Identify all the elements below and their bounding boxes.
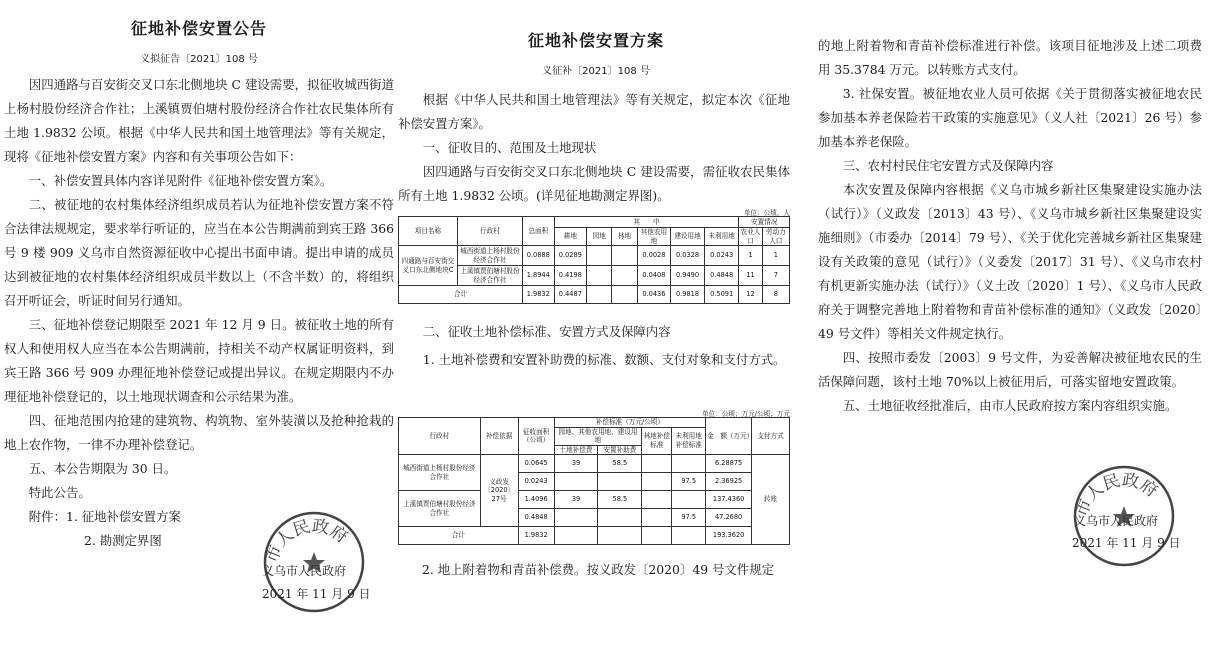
notice-item-4: 四、征地范围内抢建的建筑物、构筑物、室外装潢以及抢种抢栽的地上农作物，一律不办理补偿登记。 [4,413,394,452]
table1-cell: 0.0408 [637,266,671,286]
table1-cell [612,246,637,266]
table1-subheader: 农业人口 [740,228,761,245]
table1-subheader: 劳动力人口 [762,228,789,246]
plan-continued-body [818,34,1202,418]
table2-cell [598,473,642,491]
table2-unit: 单位：公顷；万元/公顷；万元 [702,410,790,418]
table1-header-village: 行政村 [457,217,522,246]
plan-lead: 根据《中华人民共和国土地管理法》等有关规定，拟定本次《征地补偿安置方案》。 [398,92,790,131]
seal-ring-text: 市人民政府 [262,516,352,566]
table1-cell: 0.9490 [671,266,705,286]
table1-cell: 8 [762,286,789,304]
table2-cell: 0.4848 [518,509,554,527]
table2-cell [672,455,706,473]
table1-cell: 0.4198 [554,266,587,286]
notice-signing-date: 2021 年 11 月 9 日 [262,587,371,601]
table1-subheader: 建设用地 [671,228,705,246]
table2-cell: 47.2680 [706,509,752,527]
table2-header-resettle: 安置补助费 [598,445,642,455]
table1-cell: 0.0328 [671,246,705,266]
notice-item-3: 三、征地补偿登记期限至 2021 年 12 月 9 日。被征收土地的所有权人和使用权人应当在本公告期满前，持相关不动产权属证明资料，到宾王路 366 号 909 办理征地补偿登记或提出异议。在规定期限内不办理征地补偿登记的，以土地现状调查和公示结果为准。 [4,317,394,404]
table2-cell: 97.5 [672,509,706,527]
table1-cell: 1.9832 [523,286,555,304]
notice-attachment-2: 2. 勘测定界图 [84,533,162,548]
table1-cell: 1.8944 [523,266,555,286]
table2-cell [642,527,672,545]
table2-cell [554,527,598,545]
table2-sum-label: 合计 [399,527,519,545]
plan-doc-number: 义征补〔2021〕108 号 [542,66,650,77]
table-row [399,246,790,266]
table1-unit: 单位：公顷、人 [743,209,790,217]
plan-section-1-heading: 一、征收目的、范围及土地现状 [422,140,597,155]
table1-header-among: 其 中 [554,217,739,228]
table-row [399,266,790,286]
table1-cell: 0.5091 [704,286,739,304]
plan-section-1-text: 因四通路与百安街交叉口东北侧地块 C 建设需要，需征收农民集体所有土地 1.9832 公顷。(详见征地勘测定界图)。 [398,164,790,203]
table2-cell [598,527,642,545]
table1-subheader: 其他农用地 [637,228,671,246]
plan-signing-date: 2021 年 11 月 9 日 [1072,536,1181,550]
table-row [399,286,790,304]
table1-cell [612,286,637,304]
table2-cell [642,455,672,473]
table-row [399,491,790,509]
notice-item-1: 一、补偿安置具体内容详见附件《征地补偿安置方案》。 [28,173,333,188]
table1-cell: 1 [762,246,789,266]
notice-closing: 特此公告。 [28,485,91,500]
table2-cell [642,473,672,491]
notice-attachment-1: 附件：1. 征地补偿安置方案 [28,509,181,524]
plan-title: 征地补偿安置方案 [527,31,664,50]
table2-cell [642,509,672,527]
notice-title: 征地补偿安置公告 [130,19,267,38]
table2-cell: 193.3620 [706,527,752,545]
seal-ring-text: 市人民政府 [1072,470,1162,520]
table2-cell [554,473,598,491]
table2-cell [672,527,706,545]
table1-cell: 0.9818 [671,286,705,304]
table1-cell [587,246,612,266]
table1-subheader: 林地 [612,228,637,246]
table1-cell: 0.4487 [554,286,587,304]
table1-subheader: 耕地 [554,228,587,246]
table1-cell: 1 [739,246,762,266]
plan-intro [398,88,790,208]
table1-cell: 0.0289 [554,246,587,266]
notice-signing-org: 义乌市人民政府 [262,564,347,578]
plan-cont-p2: 3. 社保安置。被征地农业人员可依据《关于贯彻落实被征地农民参加基本养老保险若干政策的实施意见》（义人社〔2021〕26 号）参加基本养老保险。 [818,86,1202,149]
table1-cell: 12 [739,286,762,304]
table2-village-2: 上溪镇贾伯塘村股份经济合作社 [399,491,481,527]
table1-header-resettle: 安置情况 [739,217,790,228]
table1-sum-label: 合计 [399,286,523,304]
table1-cell: 7 [762,266,789,286]
table-row [399,455,790,473]
table2-cell: 58.5 [598,455,642,473]
table2-cell [642,491,672,509]
notice-item-5: 五、本公告期限为 30 日。 [28,461,177,476]
table1-cell: 0.0243 [704,246,739,266]
table1-cell [587,286,612,304]
plan-cont-p3: 本次安置及保障内容根据《义乌市城乡新社区集聚建设实施办法（试行）》（义政发〔2013〕43 号）、《义乌市城乡新社区集聚建设实施细则》（市委办〔2014〕79 号）、《关于优化完善城乡新社区集聚建设有关政策的意见（试行）》（义委发〔2017〕31 号）、《义乌市农村有机更新实施办法（试行）》（义土改〔2020〕1 号）、《义乌市人民政府关于调整完善地上附着物和青苗补偿标准的通知》（义政发〔2020〕49 号文件）等相关文件规定执行。 [818,182,1202,341]
table2-cell [672,491,706,509]
compensation-table [398,417,790,545]
land-status-table [398,216,790,304]
table2-cell: 58.5 [598,491,642,509]
table1-header-project: 项目名称 [399,217,458,246]
table2-header-unused: 未利用地补偿标准 [672,427,706,455]
table2-village-1: 城西街道上杨村股份经济合作社 [399,455,481,491]
table2-cell: 1.4096 [518,491,554,509]
plan-section-2-1: 1. 土地补偿费和安置补助费的标准、数额、支付对象和支付方式。 [422,352,786,367]
table2-header-pay: 支付方式 [752,418,790,455]
plan-section-2 [398,320,790,372]
table1-cell: 0.4848 [704,266,739,286]
table1-cell: 0.0436 [637,286,671,304]
table-row [399,527,790,545]
plan-cont-p5: 五、土地征收经批准后，由市人民政府按方案内容组织实施。 [842,398,1178,413]
table1-cell: 11 [739,266,762,286]
table2-header-village: 行政村 [399,418,481,455]
table2-header-group: 园地、其他农用地、建设用地 [554,427,642,445]
plan-cont-p1: 的地上附着物和青苗补偿标准进行补偿。该项目征地涉及上述二项费用 35.3784 万元。以转账方式支付。 [818,38,1202,77]
table2-header-forest: 林地补偿标准 [642,427,672,455]
plan-cont-p4: 四、按照市委发〔2003〕9 号文件，为妥善解决被征地农民的生活保障问题，该村土地 70%以上被征用后，可落实留地安置政策。 [818,350,1202,389]
table2-cell: 39 [554,455,598,473]
table2-cell [554,509,598,527]
table2-header-basis: 补偿依据 [480,418,518,455]
notice-item-2: 二、被征地的农村集体经济组织成员若认为征地补偿安置方案不符合法律法规规定，要求举行听证的，应当在本公告期满前到宾王路 366 号 9 楼 909 义乌市自然资源征收中心提出书面申请。提出申请的成员达到被征地的农村集体经济组织成员半数以上（不含半数）的，将组织召开听证会，听证时间另行通知。 [4,197,394,308]
table1-cell: 0.0888 [523,246,555,266]
table1-cell: 城西街道上杨村股份经济合作社 [457,246,522,266]
table1-project-name: 四通路与百安街交叉口东北侧地块C [399,246,458,286]
plan-section-2-2: 2. 地上附着物和青苗补偿费。按义政发〔2020〕49 号文件规定 [422,562,774,577]
table2-pay-method: 转账 [752,455,790,545]
notice-doc-number: 义拟征告〔2021〕108 号 [140,54,258,65]
table2-cell: 1.9832 [518,527,554,545]
table1-subheader: 园地 [587,228,612,246]
table2-header-amount: 金 额（万元） [706,418,752,455]
table1-subheader: 未利用地 [704,228,739,246]
plan-section-2-heading: 二、征收土地补偿标准、安置方式及保障内容 [422,324,671,339]
table1-cell [587,266,612,286]
table2-cell: 0.0243 [518,473,554,491]
table2-header-land: 土地补偿费 [554,445,598,455]
plan-section-3-heading: 三、农村村民住宅安置方式及保障内容 [842,158,1054,173]
table2-cell: 6.28875 [706,455,752,473]
table2-cell: 2.36925 [706,473,752,491]
table1-cell [612,266,637,286]
table2-header-area: 征收面积（公顷） [518,418,554,455]
table1-header-total: 总面积 [523,217,555,246]
table1-cell: 上溪镇贾伯塘村股份经济合作社 [457,266,522,286]
notice-lead: 因四通路与百安街交叉口东北侧地块 C 建设需要，拟征收城西街道上杨村股份经济合作社；上溪镇贾伯塘村股份经济合作社农民集体所有土地 1.9832 公顷。根据《中华人民共和国土地管理法》等有关规定，现将《征地补偿安置方案》内容和有关事项公告如下： [4,77,394,164]
table2-cell: 0.0645 [518,455,554,473]
table2-cell: 39 [554,491,598,509]
table2-header-standard: 补偿标准（万元/公顷） [554,418,706,428]
table2-cell [598,509,642,527]
table2-cell: 137.4360 [706,491,752,509]
table1-cell: 0.0028 [637,246,671,266]
table2-cell: 97.5 [672,473,706,491]
notice-body [4,73,394,553]
table2-basis: 义政发〔2020〕27号 [480,455,518,527]
plan-signing-org: 义乌市人民政府 [1074,514,1159,528]
